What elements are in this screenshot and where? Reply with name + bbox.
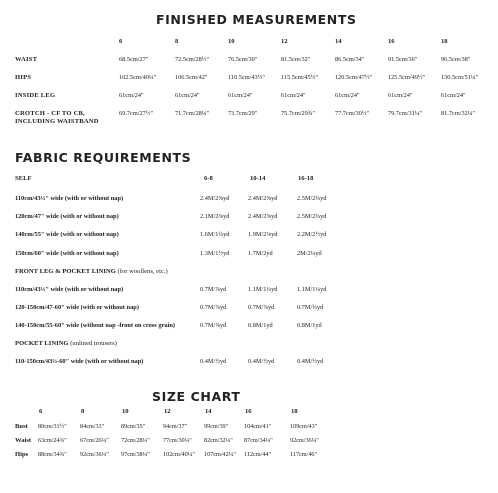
cell: 71.7cm/28¼" — [175, 110, 210, 117]
cell: 2.4M/2⅝yd — [200, 195, 230, 202]
cell: 99cm/39" — [204, 423, 229, 430]
cell: 102.5cm/40¼" — [119, 74, 157, 81]
cell: 86.5cm/34" — [335, 56, 365, 63]
cell: 2.5M/2¾yd — [297, 213, 327, 220]
chart-size-16: 16 — [245, 408, 252, 415]
cell: 72.5cm/28½" — [175, 56, 210, 63]
row-label: WAIST — [15, 56, 38, 63]
cell: 2.5M/2¾yd — [297, 195, 327, 202]
fabric-size-16-18: 16-18 — [298, 175, 314, 182]
cell: 107cm/42¼" — [204, 451, 236, 458]
cell: 89cm/35" — [121, 423, 146, 430]
cell: 61cm/24" — [119, 92, 144, 99]
cell: 92cm/36¼" — [290, 437, 319, 444]
cell: 120.5cm/47½" — [335, 74, 373, 81]
row-label: 110-150cm/43½-60" wide (with or without nap) — [15, 358, 144, 365]
row-label: CROTCH - CF TO CB, INCLUDING WAISTBAND — [15, 110, 99, 125]
cell: 0.4M/½yd — [200, 358, 227, 365]
cell: 81.7cm/32¼" — [441, 110, 476, 117]
row-label: 120cm/47" wide (with or without nap) — [15, 213, 119, 220]
fabric-size-10-14: 10-14 — [250, 175, 266, 182]
cell: 75.7cm/29¾" — [281, 110, 316, 117]
cell: 130.5cm/51¼" — [441, 74, 479, 81]
cell: 61cm/24" — [281, 92, 306, 99]
cell: 63cm/24¾" — [38, 437, 67, 444]
row-label: 140cm/55" wide (with or without nap) — [15, 231, 119, 238]
cell: 1.1M/1¼yd — [297, 286, 327, 293]
row-label: HIPS — [15, 74, 32, 81]
cell: 106.5cm/42" — [175, 74, 208, 81]
row-label: Hips — [15, 451, 29, 458]
cell: 0.4M/½yd — [248, 358, 275, 365]
fabric-size-6-8: 6-8 — [204, 175, 213, 182]
chart-size-10: 10 — [122, 408, 129, 415]
fabric-requirements-title: FABRIC REQUIREMENTS — [15, 150, 192, 165]
chart-size-18: 18 — [291, 408, 298, 415]
cell: 1.1M/1¼yd — [248, 286, 278, 293]
cell: 84cm/33" — [80, 423, 105, 430]
chart-size-14: 14 — [205, 408, 212, 415]
cell: 76.5cm/30" — [228, 56, 258, 63]
cell: 69.7cm/27½" — [119, 110, 154, 117]
finished-size-16: 16 — [388, 38, 395, 45]
cell: 2.4M/2⅝yd — [248, 195, 278, 202]
cell: 88cm/34¾" — [38, 451, 67, 458]
chart-size-6: 6 — [39, 408, 43, 415]
cell: 80cm/31½" — [38, 423, 67, 430]
cell: 117cm/46" — [290, 451, 318, 458]
finished-size-18: 18 — [441, 38, 448, 45]
cell: 92cm/36¼" — [80, 451, 109, 458]
finished-size-8: 8 — [175, 38, 179, 45]
cell: 112cm/44" — [244, 451, 272, 458]
pocket-lining-section-label — [15, 340, 117, 347]
pocket-lining-label: POCKET LINING — [15, 340, 69, 347]
cell: 0.8M/1yd — [297, 322, 322, 329]
cell: 0.7M/⅞yd — [200, 286, 227, 293]
row-label: Bust — [15, 423, 28, 430]
cell: 102cm/40¼" — [163, 451, 195, 458]
cell: 87cm/34¼" — [244, 437, 273, 444]
cell: 82cm/32¼" — [204, 437, 233, 444]
finished-size-10: 10 — [228, 38, 235, 45]
cell: 97cm/38¼" — [121, 451, 150, 458]
cell: 2.4M/2⅝yd — [248, 213, 278, 220]
finished-measurements-title: FINISHED MEASUREMENTS — [156, 12, 357, 27]
front-leg-label: FRONT LEG & POCKET LINING — [15, 268, 116, 275]
finished-size-6: 6 — [119, 38, 123, 45]
cell: 0.4M/½yd — [297, 358, 324, 365]
cell: 77.7cm/30½" — [335, 110, 370, 117]
cell: 73.7cm/29" — [228, 110, 258, 117]
cell: 61cm/24" — [335, 92, 360, 99]
cell: 0.7M/¾yd — [297, 304, 324, 311]
cell: 1.6M/1¾yd — [200, 231, 230, 238]
cell: 110.5cm/43½" — [228, 74, 265, 81]
cell: 125.5cm/49½" — [388, 74, 426, 81]
cell: 61cm/24" — [228, 92, 253, 99]
cell: 104cm/41" — [244, 423, 272, 430]
cell: 2M/2¼yd — [297, 250, 322, 257]
cell: 2.1M/2⅜yd — [200, 213, 230, 220]
cell: 67cm/26¼" — [80, 437, 109, 444]
cell: 81.5cm/32" — [281, 56, 311, 63]
finished-size-14: 14 — [335, 38, 342, 45]
front-leg-section-label — [15, 268, 168, 275]
chart-size-8: 8 — [81, 408, 85, 415]
front-leg-sub: (for woollens, etc.) — [117, 268, 168, 275]
cell: 72cm/28¼" — [121, 437, 150, 444]
cell: 0.7M/⅞yd — [200, 304, 227, 311]
cell: 61cm/24" — [175, 92, 200, 99]
row-label: INSIDE LEG — [15, 92, 56, 99]
cell: 96.5cm/38" — [441, 56, 471, 63]
self-section-label: SELF — [15, 175, 32, 182]
cell: 2.2M/2½yd — [297, 231, 327, 238]
cell: 94cm/37" — [163, 423, 188, 430]
cell: 109cm/43" — [290, 423, 318, 430]
cell: 61cm/24" — [441, 92, 466, 99]
size-chart-title: SIZE CHART — [152, 389, 241, 404]
row-label: 140-150cm/55-60" wide (without nap -front on cross grain) — [15, 322, 176, 329]
row-label: 150cm/60" wide (with or without nap) — [15, 250, 119, 257]
cell: 68.5cm/27" — [119, 56, 149, 63]
cell: 0.8M/1yd — [248, 322, 273, 329]
finished-size-12: 12 — [281, 38, 288, 45]
cell: 115.5cm/45½" — [281, 74, 318, 81]
cell: 61cm/24" — [388, 92, 413, 99]
cell: 91.5cm/36" — [388, 56, 418, 63]
row-label: 110cm/43½" wide (with or without nap) — [15, 286, 124, 293]
cell: 1.3M/1½yd — [200, 250, 230, 257]
cell: 1.7M/2yd — [248, 250, 273, 257]
row-label: Waist — [15, 437, 32, 444]
pocket-lining-sub: (unlined trousers) — [70, 340, 117, 347]
cell: 79.7cm/31¼" — [388, 110, 423, 117]
chart-size-12: 12 — [164, 408, 171, 415]
cell: 0.7M/⅞yd — [200, 322, 227, 329]
row-label: 120-150cm/47-60" wide (with or without nap) — [15, 304, 139, 311]
cell: 0.7M/⅞yd — [248, 304, 275, 311]
row-label: 110cm/43½" wide (with or without nap) — [15, 195, 124, 202]
cell: 1.9M/2⅛yd — [248, 231, 278, 238]
cell: 77cm/30¼" — [163, 437, 192, 444]
